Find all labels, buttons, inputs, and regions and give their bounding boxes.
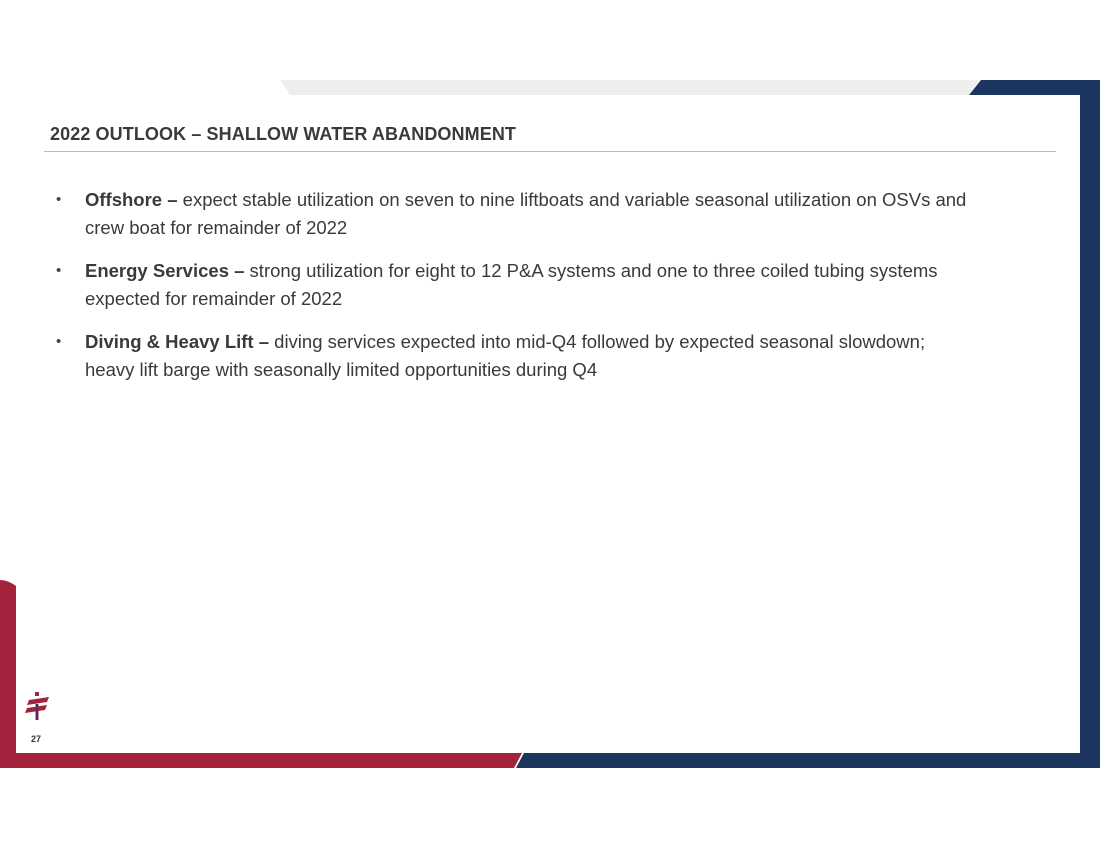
bullet-lead: Energy Services –: [85, 260, 245, 281]
navy-frame-bottom: [516, 753, 1100, 768]
bullet-lead: Diving & Heavy Lift –: [85, 331, 270, 352]
bullet-text: strong utilization for eight to 12 P&A systems and one to three coiled tubing systems expected for remainder of 2022: [85, 260, 938, 309]
company-logo-icon: [24, 691, 52, 723]
top-gray-band: [280, 80, 980, 95]
title-divider: [44, 151, 1056, 152]
red-frame-left: [0, 580, 16, 768]
bullet-icon: •: [56, 262, 62, 279]
bullet-item-energy-services: [56, 257, 976, 313]
bullet-icon: •: [56, 191, 62, 208]
bullet-text: expect stable utilization on seven to nine liftboats and variable seasonal utilization on OSVs and crew boat for remainder of 2022: [85, 189, 967, 238]
bullet-icon: •: [56, 333, 62, 350]
page-number: 27: [31, 734, 42, 744]
slide-title: 2022 OUTLOOK – SHALLOW WATER ABANDONMENT: [50, 124, 517, 144]
navy-frame-right: [969, 80, 1100, 768]
bullet-item-offshore: [56, 186, 976, 242]
bullet-lead: Offshore –: [85, 189, 178, 210]
red-frame-bottom: [0, 753, 522, 768]
bullet-text: diving services expected into mid-Q4 followed by expected seasonal slowdown; heavy lift barge with seasonally limited opportunities during Q4: [85, 331, 926, 380]
bullet-item-diving-heavy-lift: [56, 328, 976, 384]
bullet-list: [56, 186, 976, 399]
